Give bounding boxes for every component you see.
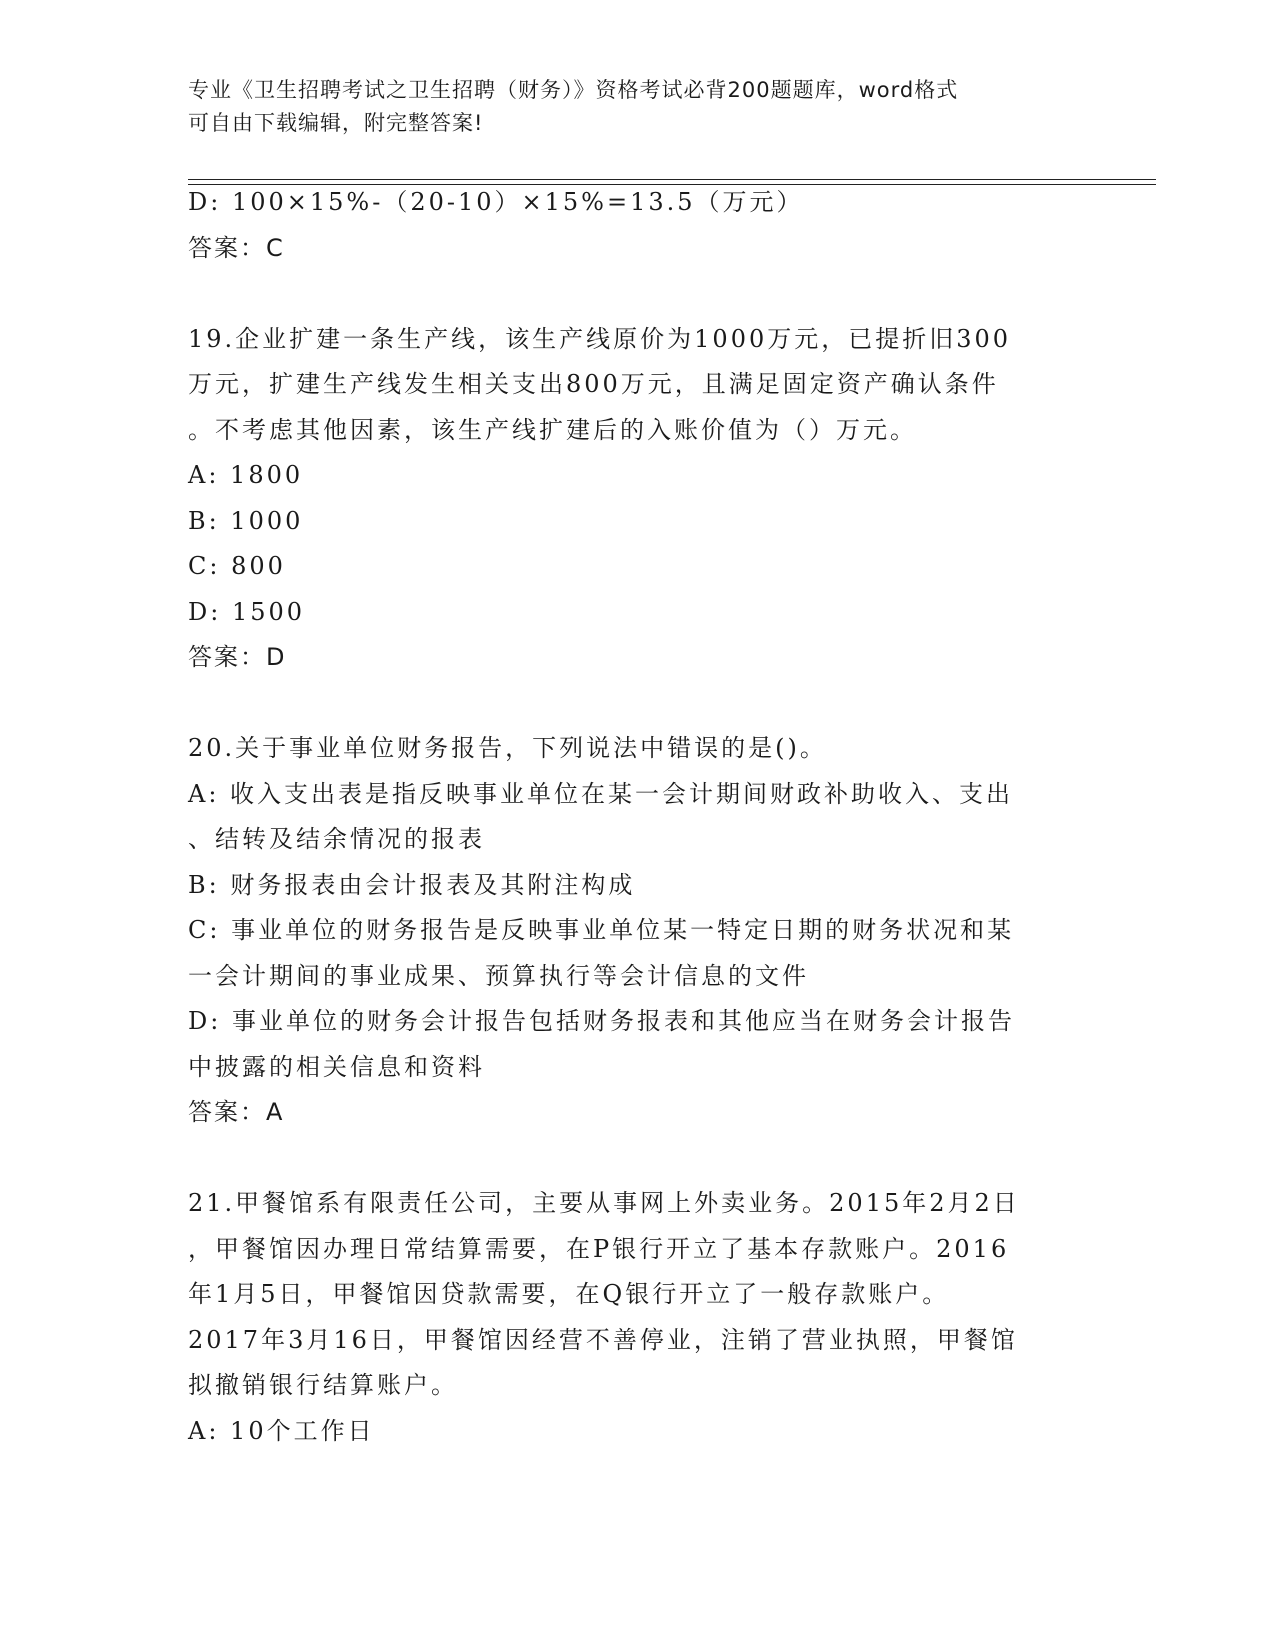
- q19-option-c: C: 800: [188, 552, 286, 580]
- spacer: [188, 681, 1088, 727]
- header-line-2: 可自由下载编辑，附完整答案!: [188, 111, 484, 135]
- prev-option-d: D: 100×15%-（20-10）×15%=13.5（万元）: [188, 188, 804, 216]
- q20-option-c-line-2: 一会计期间的事业成果、预算执行等会计信息的文件: [188, 961, 809, 990]
- q19-text-line-3: 。不考虑其他因素，该生产线扩建后的入账价值为（）万元。: [188, 415, 917, 444]
- q20-text-line-1: 20.关于事业单位财务报告，下列说法中错误的是()。: [188, 734, 827, 762]
- q21-text-line-3: 年1月5日，甲餐馆因贷款需要，在Q银行开立了一般存款账户。: [188, 1280, 950, 1308]
- q21-text-line-1: 21.甲餐馆系有限责任公司，主要从事网上外卖业务。2015年2月2日: [188, 1189, 1020, 1217]
- q21-text-line-5: 拟撤销银行结算账户。: [188, 1371, 458, 1399]
- q20-option-d-line-1: D: 事业单位的财务会计报告包括财务报表和其他应当在财务会计报告: [188, 1007, 1015, 1035]
- q20-option-d-line-2: 中披露的相关信息和资料: [188, 1052, 485, 1081]
- q19-option-b: B: 1000: [188, 506, 304, 535]
- q20-option-a-line-2: 、结转及结余情况的报表: [188, 825, 485, 853]
- document-header: [188, 74, 1068, 140]
- q20-answer: 答案：A: [188, 1098, 285, 1126]
- header-line-1: 专业《卫生招聘考试之卫生招聘（财务）》资格考试必背200题题库，word格式: [188, 78, 959, 102]
- q21-option-a: A: 10个工作日: [188, 1416, 375, 1445]
- spacer: [188, 271, 1088, 317]
- q20-option-c-line-1: C: 事业单位的财务报告是反映事业单位某一特定日期的财务状况和某: [188, 916, 1015, 944]
- question-content: [188, 180, 1088, 1454]
- q21-text-line-4: 2017年3月16日，甲餐馆因经营不善停业，注销了营业执照，甲餐馆: [188, 1325, 1018, 1354]
- q19-answer: 答案：D: [188, 643, 287, 671]
- q19-option-d: D: 1500: [188, 597, 306, 626]
- q21-text-line-2: ，甲餐馆因办理日常结算需要，在P银行开立了基本存款账户。2016: [188, 1234, 1010, 1263]
- q20-option-b: B: 财务报表由会计报表及其附注构成: [188, 870, 636, 899]
- q20-option-a-line-1: A: 收入支出表是指反映事业单位在某一会计期间财政补助收入、支出: [188, 779, 1014, 808]
- q19-text-line-2: 万元，扩建生产线发生相关支出800万元，且满足固定资产确认条件: [188, 370, 999, 398]
- q19-option-a: A: 1800: [188, 461, 304, 489]
- prev-answer: 答案：C: [188, 233, 285, 262]
- q19-text-line-1: 19.企业扩建一条生产线，该生产线原价为1000万元，已提折旧300: [188, 324, 1012, 353]
- spacer: [188, 1136, 1088, 1182]
